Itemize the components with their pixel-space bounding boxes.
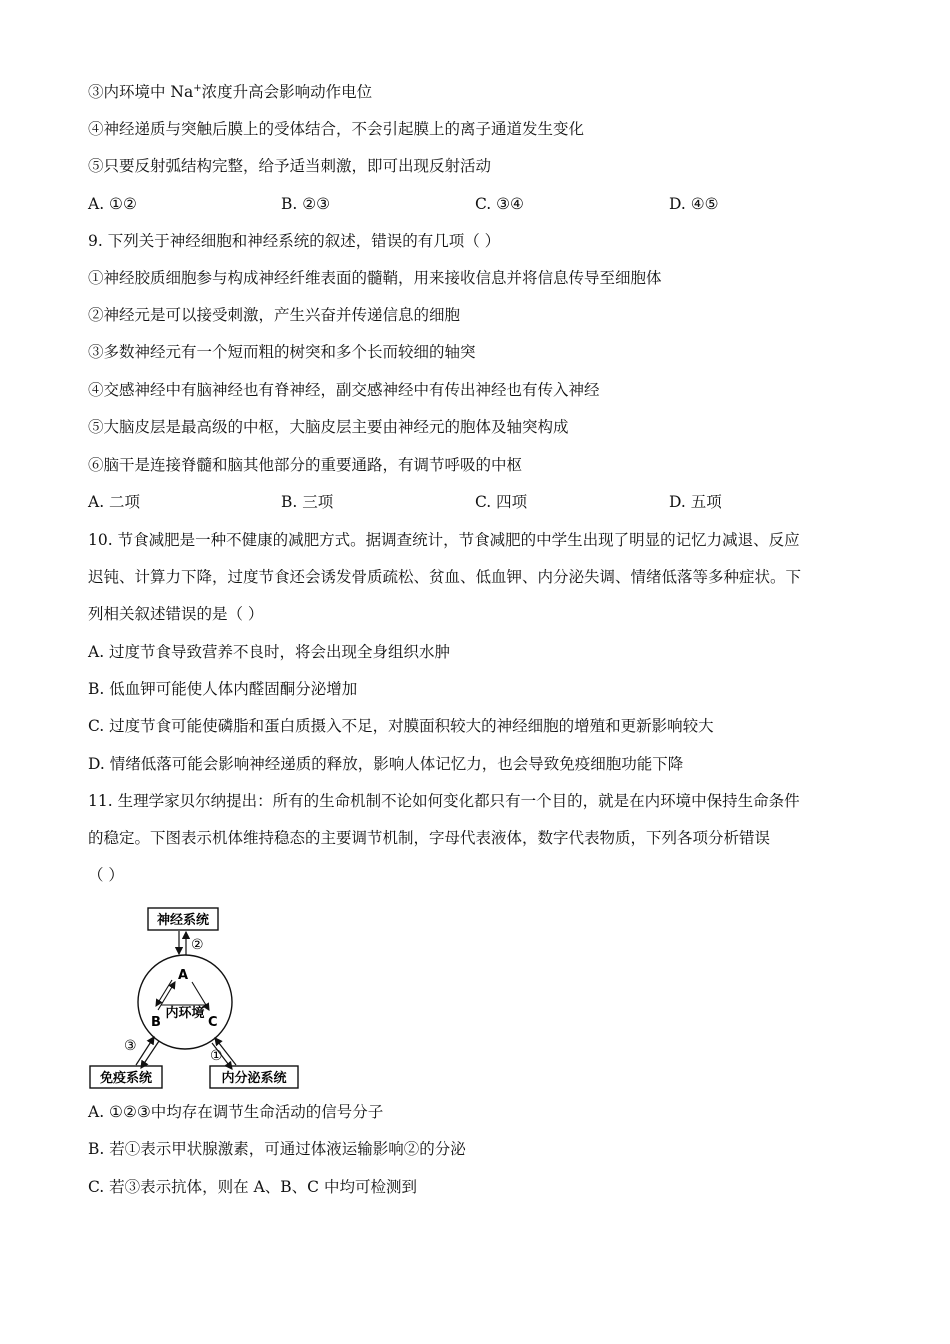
- q10-option-a: A. 过度节食导致营养不良时，将会出现全身组织水肿: [88, 643, 451, 661]
- q11-stem-line-3: （ ）: [88, 866, 124, 884]
- q8-item-5: ⑤只要反射弧结构完整，给予适当刺激，即可出现反射活动: [88, 157, 492, 175]
- q9-item-1: ①神经胶质细胞参与构成神经纤维表面的髓鞘，用来接收信息并将信息传导至细胞体: [88, 269, 662, 287]
- q8-option-b: B. ②③: [281, 195, 331, 213]
- arrow-immune-down: [141, 1041, 159, 1068]
- nervous-system-label: 神经系统: [156, 913, 210, 928]
- q8-option-d: D. ④⑤: [669, 195, 719, 213]
- q10-stem-line-3: 列相关叙述错误的是（ ）: [88, 605, 264, 623]
- label-num-3: ③: [124, 1038, 137, 1054]
- q8-item-4: ④神经递质与突触后膜上的受体结合，不会引起膜上的离子通道发生变化: [88, 120, 585, 138]
- q9-option-b: B. 三项: [281, 493, 334, 511]
- q11-stem-line-2: 的稳定。下图表示机体维持稳态的主要调节机制，字母代表液体，数字代表物质，下列各项分析错误: [88, 829, 771, 847]
- q10-option-d: D. 情绪低落可能会影响神经递质的释放，影响人体记忆力，也会导致免疫细胞功能下降: [88, 755, 684, 773]
- letter-c: C: [208, 1015, 218, 1030]
- q8-item-3: ③内环境中 Na+浓度升高会影响动作电位: [88, 82, 373, 101]
- q9-item-2: ②神经元是可以接受刺激，产生兴奋并传递信息的细胞: [88, 306, 461, 324]
- q11-option-a: A. ①②③中均存在调节生命活动的信号分子: [88, 1103, 384, 1121]
- q9-option-d: D. 五项: [669, 493, 722, 511]
- endocrine-system-label: 内分泌系统: [221, 1071, 287, 1086]
- q9-item-5: ⑤大脑皮层是最高级的中枢，大脑皮层主要由神经元的胞体及轴突构成: [88, 418, 569, 436]
- letter-a: A: [178, 968, 189, 983]
- q10-option-b: B. 低血钾可能使人体内醛固酮分泌增加: [88, 680, 358, 698]
- q9-stem: 9. 下列关于神经细胞和神经系统的叙述，错误的有几项（ ）: [88, 232, 501, 250]
- label-num-2: ②: [191, 937, 204, 953]
- q9-item-3: ③多数神经元有一个短而粗的树突和多个长而较细的轴突: [88, 343, 476, 361]
- q8-option-c: C. ③④: [475, 195, 524, 213]
- letter-b: B: [151, 1015, 161, 1030]
- q10-stem-line-1: 10. 节食减肥是一种不健康的减肥方式。据调查统计，节食减肥的中学生出现了明显的记忆力减退、反应: [88, 531, 800, 549]
- q11-option-c: C. 若③表示抗体，则在 A、B、C 中均可检测到: [88, 1178, 417, 1196]
- homeostasis-diagram: [88, 902, 304, 1092]
- q8-option-a: A. ①②: [88, 195, 137, 213]
- q9-option-a: A. 二项: [88, 493, 141, 511]
- center-label: 内环境: [165, 1006, 205, 1021]
- q10-stem-line-2: 迟钝、计算力下降，过度节食还会诱发骨质疏松、贫血、低血钾、内分泌失调、情绪低落等多种症状。下: [88, 568, 802, 586]
- q10-option-c: C. 过度节食可能使磷脂和蛋白质摄入不足，对膜面积较大的神经细胞的增殖和更新影响较大: [88, 717, 714, 735]
- label-num-1: ①: [210, 1048, 223, 1064]
- q9-item-4: ④交感神经中有脑神经也有脊神经，副交感神经中有传出神经也有传入神经: [88, 381, 600, 399]
- arrow-immune-up: [136, 1037, 154, 1065]
- q9-item-6: ⑥脑干是连接脊髓和脑其他部分的重要通路，有调节呼吸的中枢: [88, 456, 523, 474]
- q9-option-c: C. 四项: [475, 493, 528, 511]
- q11-stem-line-1: 11. 生理学家贝尔纳提出：所有的生命机制不论如何变化都只有一个目的，就是在内环境中保持生命条件: [88, 792, 800, 810]
- q11-option-b: B. 若①表示甲状腺激素，可通过体液运输影响②的分泌: [88, 1140, 466, 1158]
- immune-system-label: 免疫系统: [99, 1071, 153, 1086]
